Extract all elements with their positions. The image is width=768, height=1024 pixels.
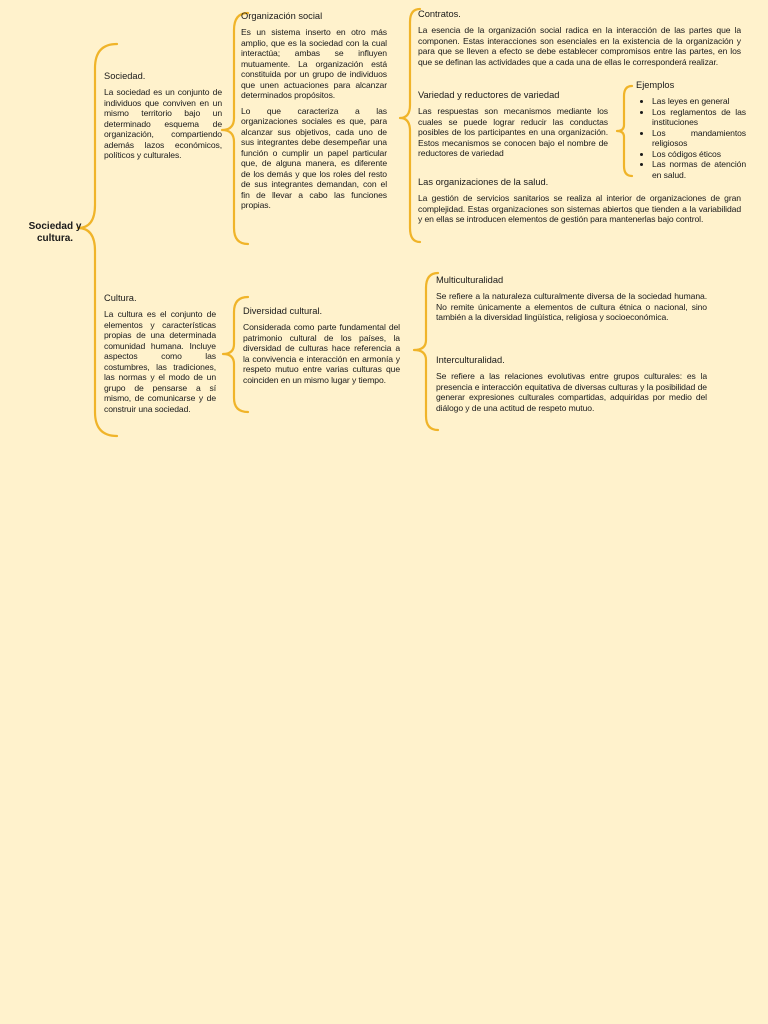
cultura-node xyxy=(104,293,216,430)
diversidad-body: Considerada como parte fundamental del patrimonio cultural de los países, la diversidad de culturas hace referencia a la convivencia e interacción en armonía y respeto mutuo entre varias culturas que coinciden en un mismo lugar y tiempo. xyxy=(243,322,400,385)
list-item: • Las leyes en general xyxy=(652,96,746,106)
organizacion-social-body-2: Lo que caracteriza a las organizaciones sociales es que, para alcanzar sus objetivos, cada uno de sus integrantes debe desempeñar una función o cumplir un papel particular que, de alguna manera, es diferente de los demás y que los roles del resto de sus integrantes demandan, con el fin de llevar a cabo las funciones propias. xyxy=(241,105,387,211)
multiculturalidad-node xyxy=(436,275,707,341)
sociedad-title: Sociedad. xyxy=(104,71,146,81)
multiculturalidad-title: Multiculturalidad xyxy=(436,275,504,285)
variedad-brace xyxy=(617,86,632,176)
organizacion-social-node xyxy=(241,11,387,245)
contratos-node xyxy=(418,9,741,81)
list-item: • Las normas de atención en salud. xyxy=(652,159,746,180)
variedad-body: Las respuestas son mecanismos mediante los cuales se puede lograr reducir las conductas posibles de los participantes en una organización. Estos mecanismos se conocen bajo el nombre de reductores de variedad xyxy=(418,106,608,159)
contratos-title: Contratos. xyxy=(418,9,461,19)
ejemplos-node xyxy=(636,80,746,188)
organizacion-brace xyxy=(400,9,420,242)
sociedad-node xyxy=(104,71,222,187)
diversidad-title: Diversidad cultural. xyxy=(243,306,323,316)
list-item: • Los códigos éticos xyxy=(652,149,746,159)
list-item: • Los reglamentos de las instituciones xyxy=(652,107,746,128)
diversidad-brace xyxy=(414,273,438,430)
interculturalidad-node xyxy=(436,355,707,431)
contratos-body: La esencia de la organización social radica en la interacción de las partes que la componen. Estas interacciones son esenciales en la existencia de la organización y para que se lleven a efecto se debe establecer compromisos entre las partes, en los que se definan las actividades que a cada una de ellas le corresponderá realizar. xyxy=(418,25,741,67)
cultura-title: Cultura. xyxy=(104,293,137,303)
multiculturalidad-body: Se refiere a la naturaleza culturalmente diversa de la sociedad humana. No remite únicamente a elementos de cultura étnica o nacional, sino también a la diversidad lingüística, religiosa y socioeconómica. xyxy=(436,291,707,323)
salud-title: Las organizaciones de la salud. xyxy=(418,177,549,187)
ejemplos-title: Ejemplos xyxy=(636,80,675,90)
salud-body: La gestión de servicios sanitarios se realiza al interior de organizaciones de gran complejidad. Estas organizaciones son sistemas abiertos que tienden a la variabilidad y en ellas se introducen elementos de gestión para mantenerlas bajo control. xyxy=(418,193,741,225)
organizacion-social-title: Organización social xyxy=(241,11,323,21)
interculturalidad-body: Se refiere a las relaciones evolutivas entre grupos culturales: es la presencia e interacción equitativa de diversas culturas y la posibilidad de generar expresiones culturales compartidas, adquiridas por medio del diálogo y de una actitud de respeto mutuo. xyxy=(436,371,707,413)
interculturalidad-title: Interculturalidad. xyxy=(436,355,505,365)
root-title: Sociedad y cultura. xyxy=(28,221,82,245)
ejemplos-list xyxy=(636,96,746,180)
diversidad-node xyxy=(243,306,400,410)
cultura-body: La cultura es el conjunto de elementos y características propias de una determinada comunidad humana. Incluye aspectos como las costumbres, las tradiciones, las normas y el modo de un grupo de pensarse a sí mismo, de comunicarse y de construir una sociedad. xyxy=(104,309,216,414)
list-item: • Los mandamientos religiosos xyxy=(652,128,746,149)
salud-node xyxy=(418,177,741,241)
sociedad-body: La sociedad es un conjunto de individuos que conviven en un mismo territorio bajo un determinado esquema de organización, compartiendo además lazos económicos, políticos y culturales. xyxy=(104,87,222,161)
variedad-node xyxy=(418,90,608,166)
organizacion-social-body-1: Es un sistema inserto en otro más amplio, que es la sociedad con la cual interactúa; ambas se influyen mutuamente. La organización está constituida por un grupo de individuos que unen actuaciones para alcanzar determinados propósitos. xyxy=(241,27,387,101)
variedad-title: Variedad y reductores de variedad xyxy=(418,90,560,100)
